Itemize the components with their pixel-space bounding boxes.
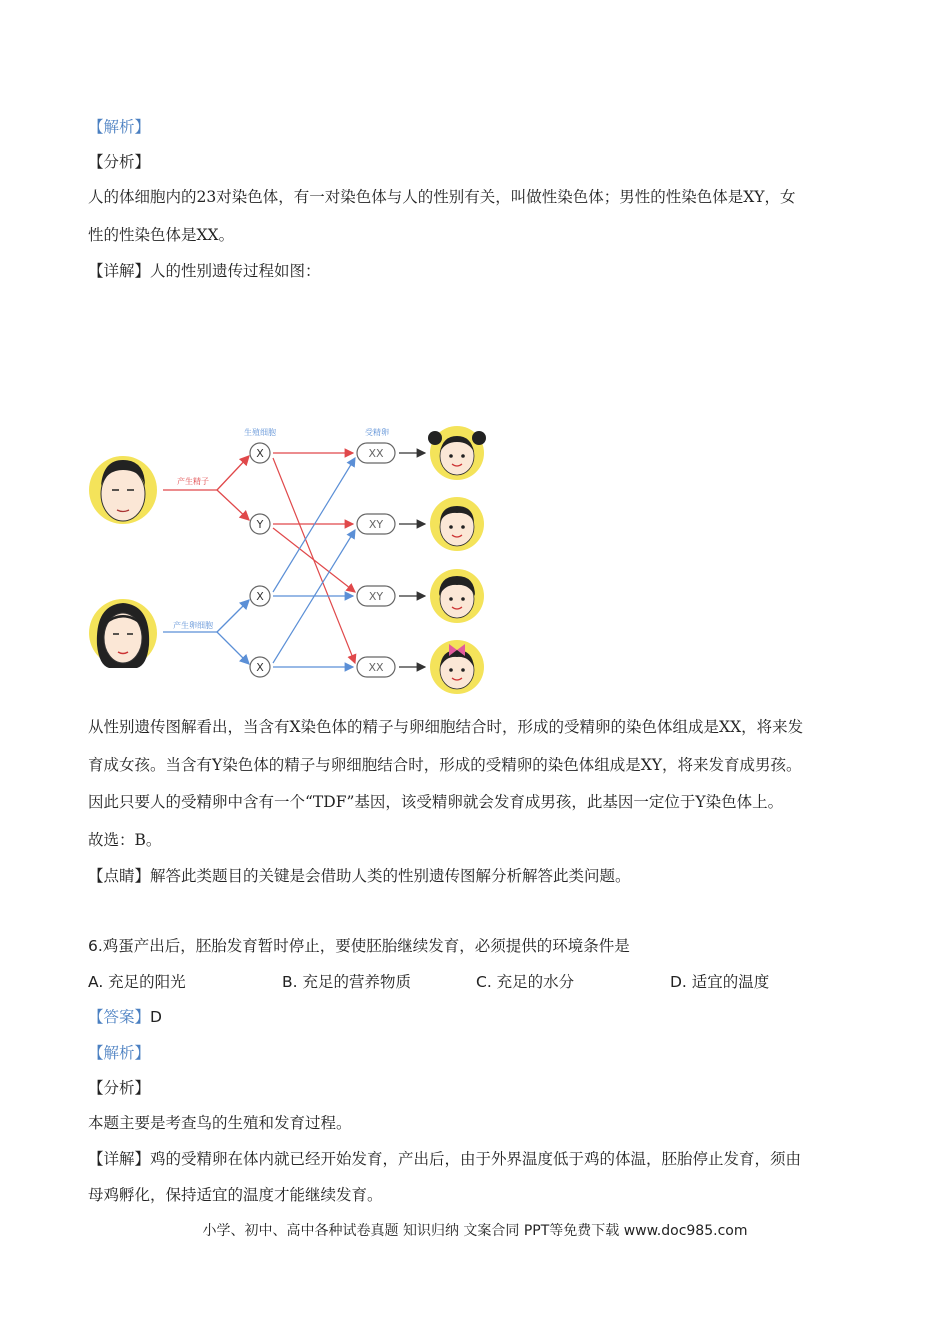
q6-fenxi: 【分析】 xyxy=(88,1079,151,1097)
answer-line xyxy=(88,1006,162,1028)
q6-detail-2: 母鸡孵化，保持适宜的温度才能继续发育。 xyxy=(88,1186,383,1204)
girl-face-icon-2 xyxy=(430,640,484,694)
question-6-stem: 6.鸡蛋产出后，胚胎发育暂时停止，要使胚胎继续发育，必须提供的环境条件是 xyxy=(88,937,630,955)
option-b: B. 充足的营养物质 xyxy=(282,973,411,991)
svg-text:XY: XY xyxy=(368,518,384,531)
svg-text:XX: XX xyxy=(368,447,384,460)
father-face-icon xyxy=(89,456,157,524)
q6-jiexi: 【解析】 xyxy=(88,1044,151,1062)
svg-text:X: X xyxy=(256,590,264,603)
mother-face-icon xyxy=(89,599,157,668)
section-fenxi: 【分析】 xyxy=(88,153,151,171)
label-produce-egg: 产生卵细胞 xyxy=(173,621,213,630)
zygote-1 xyxy=(357,443,395,463)
svg-text:X: X xyxy=(256,447,264,460)
page-footer: 小学、初中、高中各种试卷真题 知识归纳 文案合同 PPT等免费下载 www.doc985.com xyxy=(202,1223,748,1239)
answer-value: D xyxy=(150,1008,162,1026)
sex-inheritance-diagram xyxy=(85,420,505,705)
egg-x-1 xyxy=(250,586,270,606)
sperm-x xyxy=(250,443,270,463)
conclusion-line-1: 从性别遗传图解看出，当含有X染色体的精子与卵细胞结合时，形成的受精卵的染色体组成是XX，将来发 xyxy=(88,718,804,736)
label-germ-cells: 生殖细胞 xyxy=(244,428,276,437)
boy-face-icon-2 xyxy=(430,569,484,623)
detail-intro: 【详解】人的性别遗传过程如图： xyxy=(88,262,321,280)
boy-face-icon-1 xyxy=(430,497,484,551)
conclusion-line-2: 育成女孩。当含有Y染色体的精子与卵细胞结合时，形成的受精卵的染色体组成是XY，将来发育成男孩。 xyxy=(88,756,802,774)
svg-text:X: X xyxy=(256,661,264,674)
conclusion-line-3: 因此只要人的受精卵中含有一个“TDF”基因，该受精卵就会发育成男孩，此基因一定位于Y染色体上。 xyxy=(88,793,784,811)
option-c: C. 充足的水分 xyxy=(476,973,575,991)
svg-text:XX: XX xyxy=(368,661,384,674)
svg-text:Y: Y xyxy=(256,518,264,531)
zygote-4 xyxy=(357,657,395,677)
girl-face-icon-1 xyxy=(428,426,486,480)
analysis-line-2: 性的性染色体是XX。 xyxy=(88,226,235,244)
option-d: D. 适宜的温度 xyxy=(670,973,770,991)
option-a: A. 充足的阳光 xyxy=(88,973,186,991)
egg-x-2 xyxy=(250,657,270,677)
zygote-3 xyxy=(357,586,395,606)
svg-text:XY: XY xyxy=(368,590,384,603)
zygote-2 xyxy=(357,514,395,534)
q6-analysis: 本题主要是考查鸟的生殖和发育过程。 xyxy=(88,1114,352,1132)
label-produce-sperm: 产生精子 xyxy=(177,477,209,486)
sperm-y xyxy=(250,514,270,534)
key-point: 【点睛】解答此类题目的关键是会借助人类的性别遗传图解分析解答此类问题。 xyxy=(88,867,631,885)
q6-detail-1: 【详解】鸡的受精卵在体内就已经开始发育，产出后，由于外界温度低于鸡的体温，胚胎停止发育，须由 xyxy=(88,1150,802,1168)
analysis-line-1: 人的体细胞内的23对染色体，有一对染色体与人的性别有关，叫做性染色体；男性的性染色体是XY，女 xyxy=(88,188,796,206)
answer-label: 【答案】 xyxy=(88,1008,151,1026)
choose-answer: 故选：B。 xyxy=(88,831,162,849)
section-jiexi: 【解析】 xyxy=(88,118,151,136)
label-fertilized-egg: 受精卵 xyxy=(365,428,389,437)
